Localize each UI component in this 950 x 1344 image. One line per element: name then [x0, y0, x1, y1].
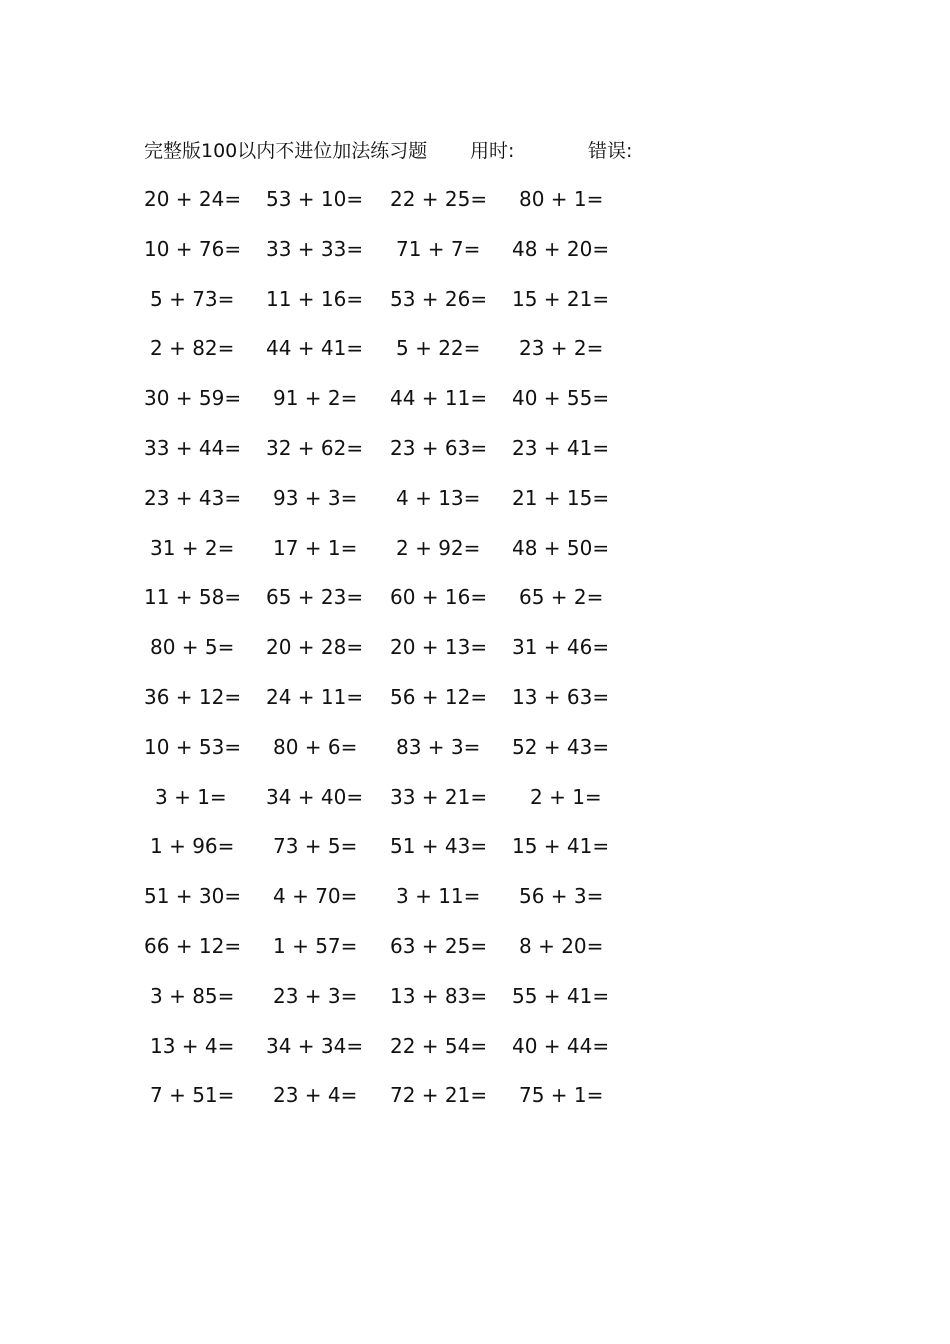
addition-problem: 24 + 11= — [266, 684, 364, 709]
problem-row — [0, 533, 950, 583]
addition-problem: 2 + 82= — [150, 336, 235, 361]
problem-row — [0, 234, 950, 284]
addition-problem: 23 + 4= — [273, 1083, 358, 1108]
addition-problem: 2 + 1= — [530, 784, 602, 809]
addition-problem: 65 + 2= — [519, 585, 604, 610]
addition-problem: 80 + 5= — [150, 635, 235, 660]
problem-row — [0, 184, 950, 234]
worksheet-header — [144, 136, 744, 166]
addition-problem: 20 + 24= — [144, 187, 242, 211]
addition-problem: 3 + 1= — [155, 784, 227, 809]
addition-problem: 65 + 23= — [266, 585, 364, 610]
addition-problem: 40 + 55= — [512, 386, 610, 411]
addition-problem: 23 + 63= — [390, 435, 488, 460]
addition-problem: 15 + 21= — [512, 286, 610, 311]
addition-problem: 44 + 41= — [266, 336, 364, 361]
addition-problem: 11 + 58= — [144, 585, 242, 610]
problem-row — [0, 433, 950, 483]
addition-problem: 40 + 44= — [512, 1033, 610, 1058]
addition-problem: 15 + 41= — [512, 834, 610, 859]
time-used-label: 用时: — [470, 140, 515, 162]
addition-problem: 72 + 21= — [390, 1083, 488, 1108]
problem-row — [0, 732, 950, 782]
addition-problem: 66 + 12= — [144, 933, 242, 958]
addition-problem: 31 + 2= — [150, 535, 235, 560]
addition-problem: 73 + 5= — [273, 834, 358, 859]
addition-problem: 75 + 1= — [519, 1083, 604, 1108]
problem-row — [0, 831, 950, 881]
addition-problem: 71 + 7= — [396, 236, 481, 261]
problem-row — [0, 582, 950, 632]
problem-row — [0, 931, 950, 981]
addition-problem: 1 + 96= — [150, 834, 235, 859]
addition-problem: 52 + 43= — [512, 734, 610, 759]
addition-problem: 23 + 2= — [519, 336, 604, 361]
addition-problem: 44 + 11= — [390, 386, 488, 411]
problem-row — [0, 881, 950, 931]
addition-problem: 48 + 20= — [512, 236, 610, 261]
addition-problem: 5 + 22= — [396, 336, 481, 361]
addition-problem: 20 + 13= — [390, 635, 488, 660]
addition-problem: 17 + 1= — [273, 535, 358, 560]
addition-problem: 23 + 3= — [273, 983, 358, 1008]
addition-problem: 56 + 12= — [390, 684, 488, 709]
addition-problem: 20 + 28= — [266, 635, 364, 660]
addition-problem: 13 + 63= — [512, 684, 610, 709]
addition-problem: 80 + 6= — [273, 734, 358, 759]
addition-problem: 33 + 21= — [390, 784, 488, 809]
addition-problem: 34 + 40= — [266, 784, 364, 809]
addition-problem: 51 + 43= — [390, 834, 488, 859]
addition-problem: 93 + 3= — [273, 485, 358, 510]
addition-problem: 51 + 30= — [144, 884, 242, 909]
addition-problem: 33 + 33= — [266, 236, 364, 261]
addition-problem: 1 + 57= — [273, 933, 358, 958]
addition-problem: 33 + 44= — [144, 435, 242, 460]
addition-problem: 48 + 50= — [512, 535, 610, 560]
addition-problem: 11 + 16= — [266, 286, 364, 311]
addition-problem: 36 + 12= — [144, 684, 242, 709]
addition-problem: 34 + 34= — [266, 1033, 364, 1058]
addition-problem: 13 + 4= — [150, 1033, 235, 1058]
addition-problem: 53 + 26= — [390, 286, 488, 311]
problem-row — [0, 483, 950, 533]
addition-problem: 55 + 41= — [512, 983, 610, 1008]
addition-problem: 4 + 70= — [273, 884, 358, 909]
addition-problem: 2 + 92= — [396, 535, 481, 560]
addition-problem: 8 + 20= — [519, 933, 604, 958]
addition-problem: 10 + 53= — [144, 734, 242, 759]
problem-row — [0, 333, 950, 383]
problem-grid — [0, 184, 950, 1130]
addition-problem: 3 + 85= — [150, 983, 235, 1008]
addition-problem: 5 + 73= — [150, 286, 235, 311]
addition-problem: 63 + 25= — [390, 933, 488, 958]
addition-problem: 4 + 13= — [396, 485, 481, 510]
addition-problem: 91 + 2= — [273, 386, 358, 411]
addition-problem: 80 + 1= — [519, 187, 604, 211]
problem-row — [0, 1080, 950, 1130]
addition-problem: 10 + 76= — [144, 236, 242, 261]
addition-problem: 21 + 15= — [512, 485, 610, 510]
addition-problem: 23 + 43= — [144, 485, 242, 510]
problem-row — [0, 782, 950, 832]
problem-row — [0, 383, 950, 433]
problem-row — [0, 284, 950, 334]
addition-problem: 53 + 10= — [266, 187, 364, 211]
addition-problem: 31 + 46= — [512, 635, 610, 660]
addition-problem: 3 + 11= — [396, 884, 481, 909]
problem-row — [0, 981, 950, 1031]
addition-problem: 56 + 3= — [519, 884, 604, 909]
error-count-label: 错误: — [588, 140, 633, 162]
problem-row — [0, 682, 950, 732]
addition-problem: 22 + 54= — [390, 1033, 488, 1058]
addition-problem: 32 + 62= — [266, 435, 364, 460]
addition-problem: 30 + 59= — [144, 386, 242, 411]
addition-problem: 23 + 41= — [512, 435, 610, 460]
problem-row — [0, 1031, 950, 1081]
addition-problem: 22 + 25= — [390, 187, 488, 211]
addition-problem: 13 + 83= — [390, 983, 488, 1008]
problem-row — [0, 632, 950, 682]
worksheet-title: 完整版100以内不进位加法练习题 — [144, 140, 428, 162]
addition-problem: 83 + 3= — [396, 734, 481, 759]
addition-problem: 60 + 16= — [390, 585, 488, 610]
addition-problem: 7 + 51= — [150, 1083, 235, 1108]
